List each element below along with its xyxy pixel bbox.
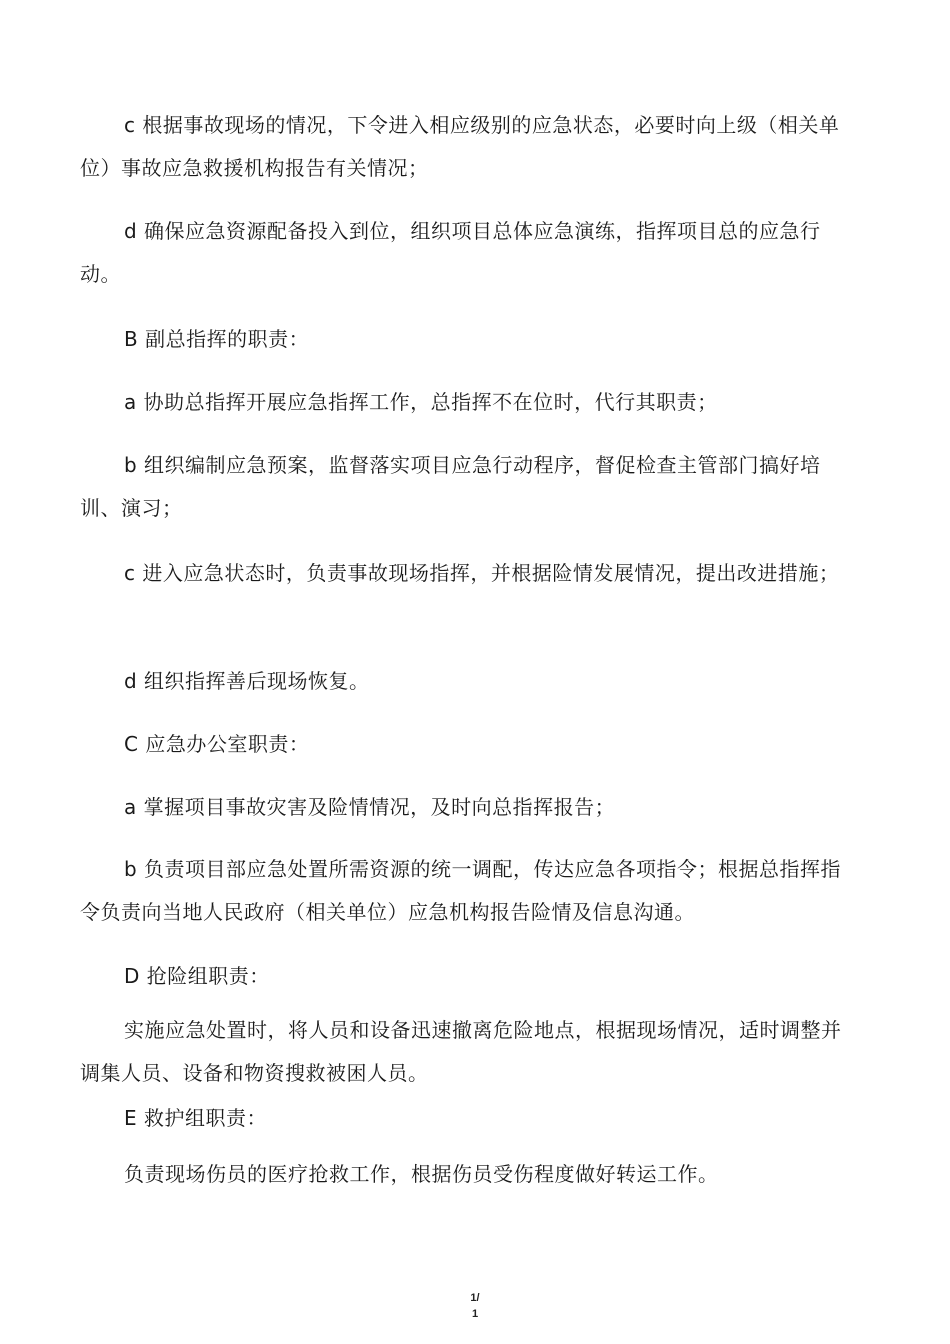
section-heading-e: E 救护组职责： <box>124 1106 267 1130</box>
page-number-line-2: 1 <box>471 1308 479 1320</box>
section-heading-d: D 抢险组职责： <box>124 964 270 988</box>
paragraph-4: a 协助总指挥开展应急指挥工作，总指挥不在位时，代行其职责； <box>124 390 718 414</box>
paragraph-7: d 组织指挥善后现场恢复。 <box>124 669 370 693</box>
paragraph-14: 负责现场伤员的医疗抢救工作，根据伤员受伤程度做好转运工作。 <box>124 1162 719 1186</box>
section-heading-c: C 应急办公室职责： <box>124 732 310 756</box>
paragraph-6: c 进入应急状态时，负责事故现场指挥，并根据险情发展情况，提出改进措施； <box>124 561 840 585</box>
paragraph-10: b 负责项目部应急处置所需资源的统一调配，传达应急各项指令；根据总指挥指令负责向当地人民政府（相关单位）应急机构报告险情及信息沟通。 <box>80 857 842 924</box>
paragraph-2: d 确保应急资源配备投入到位，组织项目总体应急演练，指挥项目总的应急行动。 <box>80 219 821 286</box>
paragraph-5: b 组织编制应急预案，监督落实项目应急行动程序，督促检查主管部门搞好培训、演习； <box>80 453 821 520</box>
section-heading-b: B 副总指挥的职责： <box>124 327 310 351</box>
paragraph-1: c 根据事故现场的情况，下令进入相应级别的应急状态，必要时向上级（相关单位）事故应急救援机构报告有关情况； <box>80 113 840 180</box>
page-number-line-1: 1/ <box>470 1292 480 1304</box>
paragraph-12: 实施应急处置时，将人员和设备迅速撤离危险地点，根据现场情况，适时调整并调集人员、设备和物资搜救被困人员。 <box>80 1018 842 1085</box>
paragraph-9: a 掌握项目事故灾害及险情情况，及时向总指挥报告； <box>124 795 616 819</box>
